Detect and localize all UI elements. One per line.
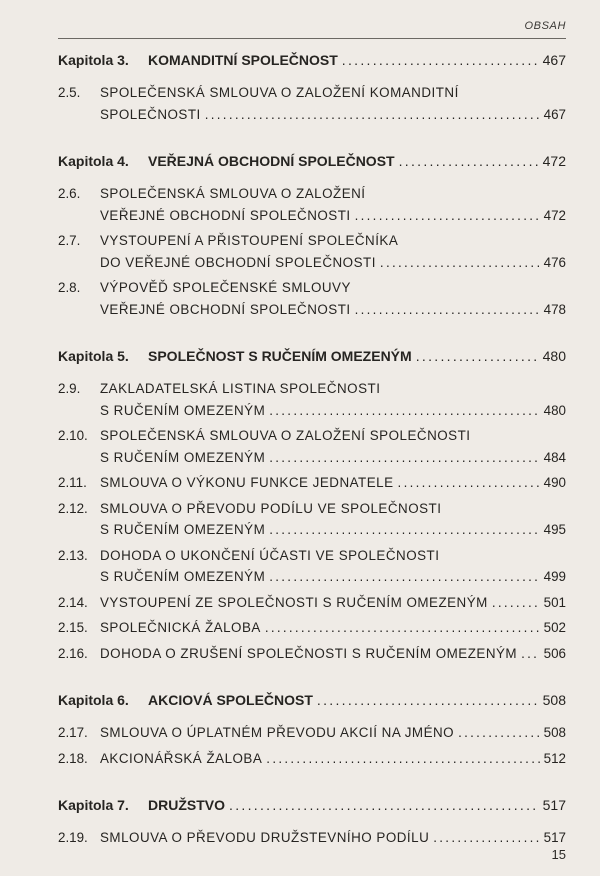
entry-title-line: AKCIONÁŘSKÁ ŽALOBA	[100, 750, 263, 766]
entry-text	[100, 592, 566, 614]
entry-title-row	[100, 827, 566, 849]
entry-page: 506	[543, 645, 566, 661]
dot-leader	[266, 748, 539, 770]
entry-page: 499	[543, 569, 566, 584]
toc-entry[interactable]	[58, 545, 566, 588]
entry-page: 501	[543, 594, 566, 610]
dot-leader	[492, 592, 540, 614]
dot-leader	[317, 692, 539, 708]
entry-title-line: SMLOUVA O VÝKONU FUNKCE JEDNATELE	[100, 475, 394, 490]
entry-title-line: VEŘEJNÉ OBCHODNÍ SPOLEČNOSTI	[100, 301, 351, 317]
chapter-heading[interactable]	[58, 52, 566, 70]
entry-title-line: VYSTOUPENÍ A PŘISTOUPENÍ SPOLEČNÍKA	[100, 233, 399, 248]
entry-page: 495	[543, 522, 566, 537]
entry-title-row	[100, 252, 566, 274]
chapter-page: 467	[542, 52, 566, 68]
entry-number: 2.5.	[58, 85, 81, 100]
dot-leader	[416, 348, 539, 364]
entry-text	[100, 643, 566, 665]
header-label: OBSAH	[524, 20, 566, 32]
chapter-page: 480	[542, 348, 566, 364]
entry-number: 2.18.	[58, 750, 88, 766]
entry-title-row	[100, 748, 566, 770]
toc-entry[interactable]	[58, 643, 566, 665]
dot-leader	[398, 472, 540, 494]
entry-title-row	[100, 299, 566, 321]
entry-title-line: VEŘEJNÉ OBCHODNÍ SPOLEČNOSTI	[100, 207, 351, 223]
entry-title-line: SMLOUVA O PŘEVODU PODÍLU VE SPOLEČNOSTI	[100, 500, 442, 516]
chapter-title: DRUŽSTVO	[148, 797, 225, 813]
entry-title-line: S RUČENÍM OMEZENÝM	[100, 569, 266, 584]
toc-entry[interactable]	[58, 425, 566, 468]
entry-text	[100, 82, 566, 125]
dot-leader	[265, 617, 540, 639]
entry-title-row	[100, 643, 566, 665]
chapter-number: Kapitola 5.	[58, 348, 129, 364]
entry-title-row	[100, 519, 566, 541]
dot-leader	[355, 205, 540, 227]
entry-title-row	[100, 447, 566, 469]
header-rule	[58, 38, 566, 39]
entry-text	[100, 472, 566, 494]
entry-page: 476	[543, 254, 566, 270]
entry-number: 2.10.	[58, 428, 88, 443]
entry-title-row	[100, 205, 566, 227]
entry-title-line: DOHODA O UKONČENÍ ÚČASTI VE SPOLEČNOSTI	[100, 547, 440, 563]
toc-entry[interactable]	[58, 748, 566, 770]
dot-leader	[342, 52, 539, 68]
entry-text	[100, 425, 566, 468]
entry-title-row	[100, 617, 566, 639]
entry-number: 2.7.	[58, 233, 81, 248]
dot-leader	[355, 299, 540, 321]
entry-page: 478	[543, 301, 566, 317]
chapter-page: 472	[542, 153, 566, 169]
entry-page: 517	[543, 830, 566, 845]
entry-number: 2.12.	[58, 500, 88, 516]
entry-page: 502	[543, 620, 566, 635]
entry-title-line: SPOLEČNOSTI	[100, 106, 201, 122]
table-of-contents	[58, 52, 566, 853]
dot-leader	[205, 104, 540, 126]
entry-title-row	[100, 566, 566, 588]
chapter-page: 517	[542, 797, 566, 813]
toc-entry[interactable]	[58, 498, 566, 541]
entry-text	[100, 378, 566, 421]
entry-title-line: SMLOUVA O PŘEVODU DRUŽSTEVNÍHO PODÍLU	[100, 830, 430, 845]
entry-text	[100, 277, 566, 320]
dot-leader	[269, 400, 539, 422]
entry-title-line: S RUČENÍM OMEZENÝM	[100, 449, 266, 465]
dot-leader	[433, 827, 539, 849]
entry-title-row	[100, 400, 566, 422]
toc-entry[interactable]	[58, 592, 566, 614]
entry-title-line: SPOLEČENSKÁ SMLOUVA O ZALOŽENÍ KOMANDITNÍ	[100, 85, 459, 100]
entry-number: 2.6.	[58, 186, 81, 201]
toc-entry[interactable]	[58, 722, 566, 744]
entry-text	[100, 748, 566, 770]
entry-number: 2.8.	[58, 280, 81, 295]
entry-title-line: VÝPOVĚĎ SPOLEČENSKÉ SMLOUVY	[100, 280, 351, 295]
entry-page: 472	[543, 207, 566, 223]
entry-title-line: SPOLEČENSKÁ SMLOUVA O ZALOŽENÍ	[100, 186, 366, 201]
toc-entry[interactable]	[58, 277, 566, 320]
toc-entry[interactable]	[58, 378, 566, 421]
chapter-heading[interactable]	[58, 153, 566, 171]
chapter-heading[interactable]	[58, 692, 566, 710]
entry-text	[100, 183, 566, 226]
entry-text	[100, 230, 566, 273]
entry-number: 2.16.	[58, 645, 88, 661]
entry-page: 467	[543, 106, 566, 122]
entry-text	[100, 722, 566, 744]
dot-leader	[269, 519, 539, 541]
entry-title-row	[100, 104, 566, 126]
entry-title-line: DO VEŘEJNÉ OBCHODNÍ SPOLEČNOSTI	[100, 254, 376, 270]
entry-number: 2.17.	[58, 725, 88, 740]
entry-title-line: S RUČENÍM OMEZENÝM	[100, 522, 266, 537]
entry-title-line: SPOLEČENSKÁ SMLOUVA O ZALOŽENÍ SPOLEČNOSTI	[100, 428, 471, 443]
entry-title-row	[100, 722, 566, 744]
chapter-title: AKCIOVÁ SPOLEČNOST	[148, 692, 313, 708]
entry-number: 2.11.	[58, 475, 87, 490]
chapter-number: Kapitola 7.	[58, 797, 129, 813]
toc-entry[interactable]	[58, 82, 566, 125]
dot-leader	[380, 252, 540, 274]
chapter-number: Kapitola 6.	[58, 692, 129, 708]
entry-page: 508	[543, 725, 566, 740]
chapter-number: Kapitola 3.	[58, 52, 129, 68]
entry-title-line: DOHODA O ZRUŠENÍ SPOLEČNOSTI S RUČENÍM OMEZENÝM	[100, 645, 518, 661]
entry-title-line: ZAKLADATELSKÁ LISTINA SPOLEČNOSTI	[100, 381, 381, 396]
entry-title-line: SPOLEČNICKÁ ŽALOBA	[100, 620, 261, 635]
toc-entry[interactable]	[58, 617, 566, 639]
entry-number: 2.19.	[58, 830, 88, 845]
chapter-heading[interactable]	[58, 348, 566, 366]
toc-entry[interactable]	[58, 827, 566, 849]
entry-text	[100, 617, 566, 639]
entry-title-line: S RUČENÍM OMEZENÝM	[100, 402, 266, 418]
entry-text	[100, 545, 566, 588]
entry-title-row	[100, 472, 566, 494]
entry-number: 2.9.	[58, 381, 81, 396]
entry-title-line: VYSTOUPENÍ ZE SPOLEČNOSTI S RUČENÍM OMEZENÝM	[100, 594, 488, 610]
entry-number: 2.15.	[58, 620, 88, 635]
entry-title-line: SMLOUVA O ÚPLATNÉM PŘEVODU AKCIÍ NA JMÉNO	[100, 725, 455, 740]
entry-number: 2.14.	[58, 594, 88, 610]
toc-entry[interactable]	[58, 183, 566, 226]
entry-text	[100, 827, 566, 849]
entry-page: 480	[543, 402, 566, 418]
toc-entry[interactable]	[58, 230, 566, 273]
chapter-number: Kapitola 4.	[58, 153, 129, 169]
dot-leader	[229, 797, 539, 813]
toc-entry[interactable]	[58, 472, 566, 494]
entry-text	[100, 498, 566, 541]
chapter-title: SPOLEČNOST S RUČENÍM OMEZENÝM	[148, 348, 412, 364]
chapter-heading[interactable]	[58, 797, 566, 815]
chapter-title: KOMANDITNÍ SPOLEČNOST	[148, 52, 338, 68]
entry-title-row	[100, 592, 566, 614]
chapter-title: VEŘEJNÁ OBCHODNÍ SPOLEČNOST	[148, 153, 395, 169]
dot-leader	[399, 153, 539, 169]
dot-leader	[269, 566, 539, 588]
chapter-page: 508	[542, 692, 566, 708]
entry-page: 512	[543, 750, 566, 766]
dot-leader	[269, 447, 539, 469]
dot-leader	[521, 643, 540, 665]
entry-number: 2.13.	[58, 547, 88, 563]
entry-page: 484	[543, 449, 566, 465]
dot-leader	[458, 722, 540, 744]
page-number: 15	[551, 847, 566, 862]
entry-page: 490	[543, 475, 566, 490]
